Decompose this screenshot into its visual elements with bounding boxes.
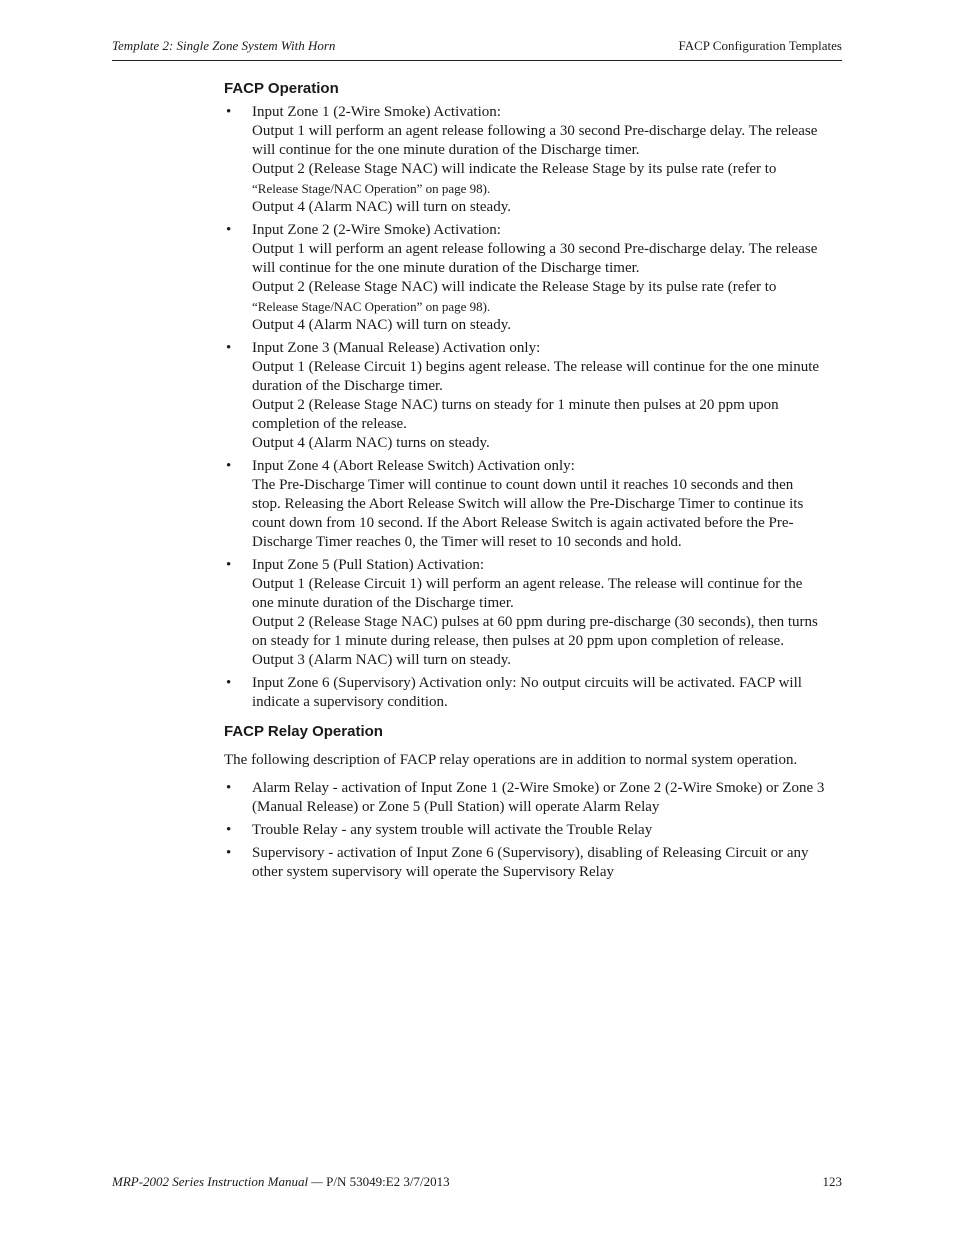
item-line: Output 2 (Release Stage NAC) will indicate the Release Stage by its pulse rate (refer to [252,161,777,177]
item-lead: Input Zone 1 (2-Wire Smoke) Activation: [252,104,501,120]
item-line: Output 1 (Release Circuit 1) begins agent release. The release will continue for the one minute [252,359,820,375]
item-lead: Input Zone 2 (2-Wire Smoke) Activation: [252,222,501,238]
item-line: The Pre-Discharge Timer will continue to count down until it reaches 10 seconds and then [252,477,794,493]
item-line: stop. Releasing the Abort Release Switch will allow the Pre-Discharge Timer to continue its [252,496,804,512]
page-header [112,38,842,61]
section-title-facp-relay-operation: FACP Relay Operation [224,723,383,740]
item-line: Output 3 (Alarm NAC) will turn on steady. [252,652,511,668]
bullet: • [226,822,232,838]
bullet: • [226,557,232,573]
item-line: will continue for the one minute duration of the Discharge timer. [252,142,640,158]
item-line: Output 1 (Release Circuit 1) will perform an agent release. The release will continue for the [252,576,803,592]
item-line: count down from 10 second. If the Abort Release Switch is again activated before the Pre- [252,515,794,531]
item-line: duration of the Discharge timer. [252,378,443,394]
item-line: (Manual Release) or Zone 5 (Pull Station) will operate Alarm Relay [252,799,660,815]
list-item [224,779,842,817]
list-item [224,844,842,882]
item-lead: Input Zone 6 (Supervisory) Activation only: No output circuits will be activated. FACP will [252,675,802,691]
header-right: FACP Configuration Templates [678,38,842,53]
facp-operation-list [224,103,842,712]
item-lead: Input Zone 5 (Pull Station) Activation: [252,557,485,573]
item-line: Output 1 will perform an agent release following a 30 second Pre-discharge delay. The release [252,241,818,257]
footer-left [112,1174,450,1190]
main-content [224,79,842,886]
bullet: • [226,458,232,474]
item-line: Output 1 will perform an agent release following a 30 second Pre-discharge delay. The release [252,123,818,139]
list-item [224,339,842,453]
list-item [224,556,842,670]
bullet: • [226,675,232,691]
list-item [224,221,842,335]
item-line: Output 2 (Release Stage NAC) turns on steady for 1 minute then pulses at 20 ppm upon [252,397,779,413]
page-reference-link[interactable]: “Release Stage/NAC Operation” on page 98). [252,181,491,196]
item-line: one minute duration of the Discharge timer. [252,595,514,611]
item-line: Output 4 (Alarm NAC) will turn on steady. [252,317,511,333]
relay-intro-paragraph: The following description of FACP relay operations are in addition to normal system operation. [224,752,798,768]
bullet: • [226,104,232,120]
bullet: • [226,340,232,356]
page-number: 123 [822,1174,842,1189]
list-item [224,821,842,840]
facp-relay-list [224,779,842,882]
item-line: other system supervisory will operate the Supervisory Relay [252,864,615,880]
item-lead: Input Zone 3 (Manual Release) Activation only: [252,340,541,356]
bullet: • [226,845,232,861]
section-title-facp-operation: FACP Operation [224,80,339,97]
list-item [224,674,842,712]
item-line: Alarm Relay - activation of Input Zone 1 (2-Wire Smoke) or Zone 2 (2-Wire Smoke) or Zone 3 [252,780,825,796]
item-line: Output 4 (Alarm NAC) turns on steady. [252,435,490,451]
list-item [224,457,842,552]
footer-manual-title: MRP-2002 Series Instruction Manual — [112,1174,327,1189]
footer-part-number: P/N 53049:E2 3/7/2013 [326,1174,450,1189]
page-reference-link[interactable]: “Release Stage/NAC Operation” on page 98). [252,299,491,314]
item-lead: Input Zone 4 (Abort Release Switch) Activation only: [252,458,575,474]
item-line: Trouble Relay - any system trouble will activate the Trouble Relay [252,822,653,838]
bullet: • [226,780,232,796]
header-left: Template 2: Single Zone System With Horn [112,38,336,53]
item-line: Output 4 (Alarm NAC) will turn on steady. [252,199,511,215]
item-line: Output 2 (Release Stage NAC) pulses at 60 ppm during pre-discharge (30 seconds), then turns [252,614,818,630]
item-line: will continue for the one minute duration of the Discharge timer. [252,260,640,276]
item-line: on steady for 1 minute during release, then pulses at 20 ppm upon completion of release. [252,633,784,649]
item-line: Output 2 (Release Stage NAC) will indicate the Release Stage by its pulse rate (refer to [252,279,777,295]
item-line: indicate a supervisory condition. [252,694,448,710]
bullet: • [226,222,232,238]
item-line: Supervisory - activation of Input Zone 6 (Supervisory), disabling of Releasing Circuit or any [252,845,809,861]
item-line: completion of the release. [252,416,407,432]
item-line: Discharge Timer reaches 0, the Timer will reset to 10 seconds and hold. [252,534,682,550]
list-item [224,103,842,217]
